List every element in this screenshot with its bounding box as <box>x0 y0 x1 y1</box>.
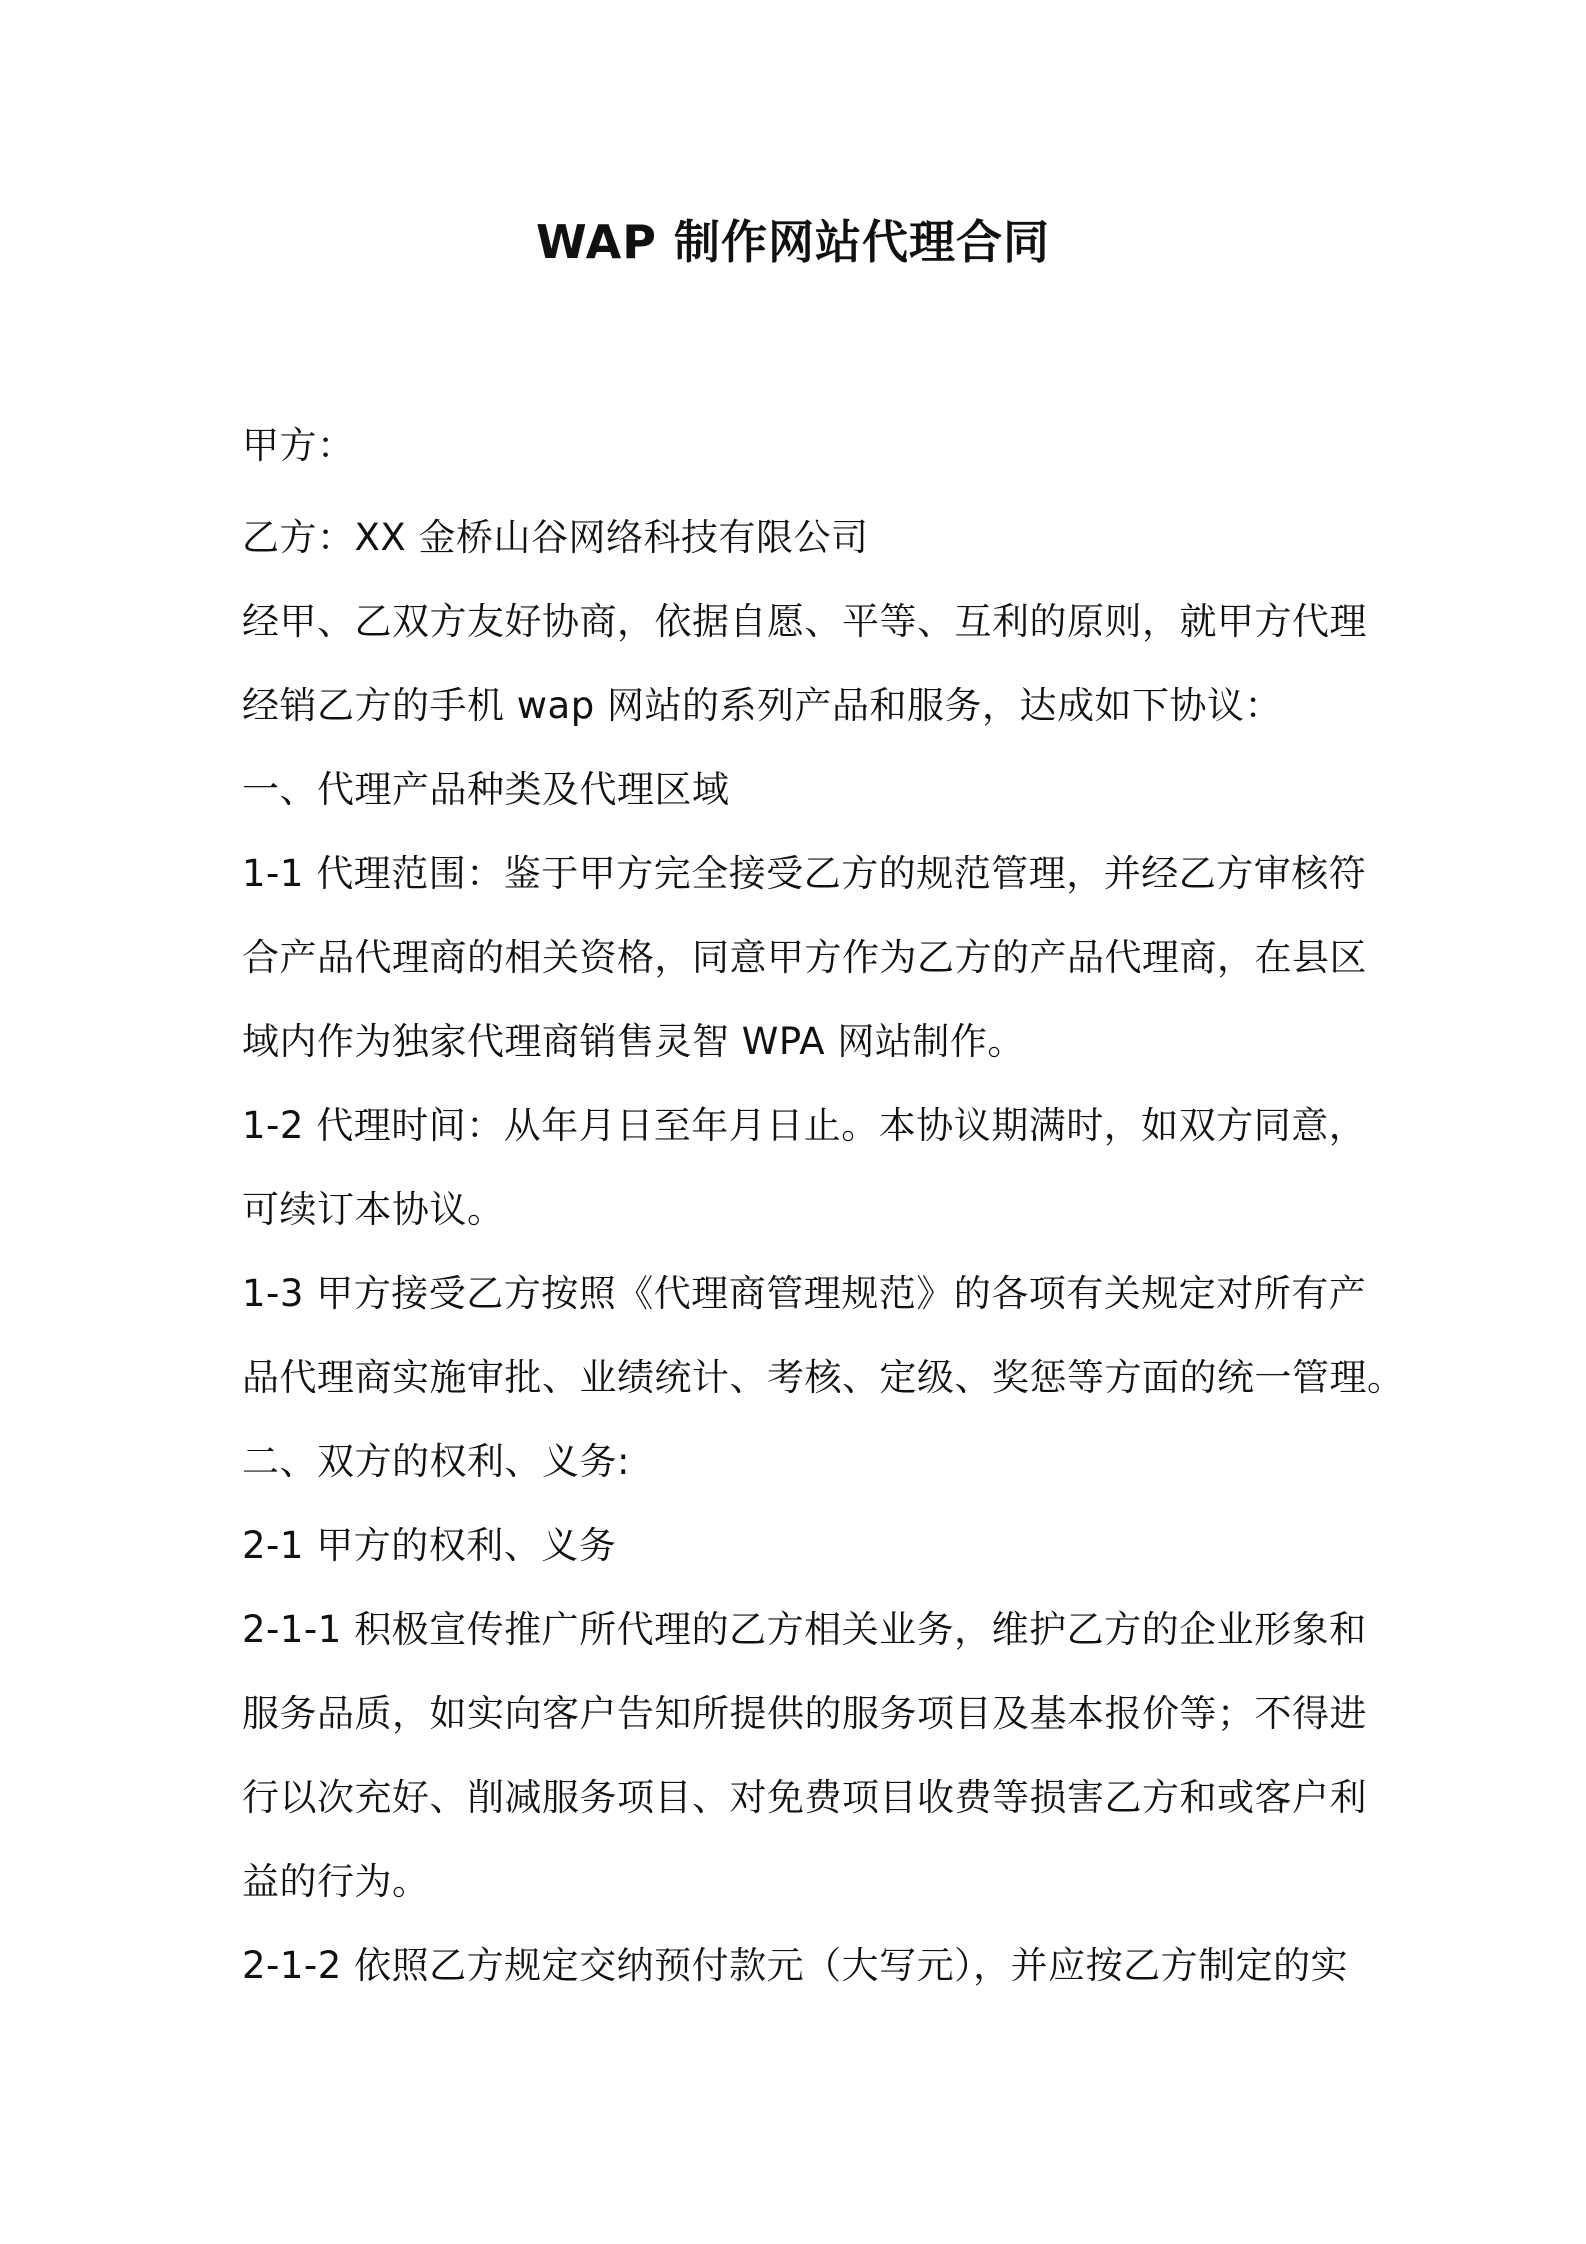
clause-2-1-heading: 2-1 甲方的权利、义务 <box>242 1524 617 1567</box>
clause-1-1-line-2: 合产品代理商的相关资格，同意甲方作为乙方的产品代理商，在县区 <box>242 936 1367 979</box>
clause-2-1-2-line-1: 2-1-2 依照乙方规定交纳预付款元（大写元），并应按乙方制定的实 <box>242 1944 1349 1987</box>
clause-1-1-line-1: 1-1 代理范围：鉴于甲方完全接受乙方的规范管理，并经乙方审核符 <box>242 852 1367 895</box>
party-a-line: 甲方： <box>242 424 355 467</box>
party-b-line: 乙方：XX 金桥山谷网络科技有限公司 <box>242 516 869 559</box>
intro-line-2: 经销乙方的手机 wap 网站的系列产品和服务，达成如下协议： <box>242 684 1282 727</box>
clause-1-1-line-3: 域内作为独家代理商销售灵智 WPA 网站制作。 <box>242 1020 1025 1063</box>
document-title: WAP 制作网站代理合同 <box>535 215 1050 269</box>
intro-line-1: 经甲、乙双方友好协商，依据自愿、平等、互利的原则，就甲方代理 <box>242 600 1367 643</box>
clause-1-2-line-2: 可续订本协议。 <box>242 1188 505 1231</box>
section-heading-2: 二、双方的权利、义务: <box>242 1440 630 1483</box>
clause-2-1-1-line-1: 2-1-1 积极宣传推广所代理的乙方相关业务，维护乙方的企业形象和 <box>242 1608 1367 1651</box>
clause-2-1-1-line-2: 服务品质，如实向客户告知所提供的服务项目及基本报价等；不得进 <box>242 1692 1367 1735</box>
clause-1-2-line-1: 1-2 代理时间：从年月日至年月日止。本协议期满时，如双方同意， <box>242 1104 1367 1147</box>
clause-1-3-line-2: 品代理商实施审批、业绩统计、考核、定级、奖惩等方面的统一管理。 <box>242 1356 1405 1399</box>
section-heading-1: 一、代理产品种类及代理区域 <box>242 768 730 811</box>
document-body <box>242 404 1405 2008</box>
clause-2-1-1-line-3: 行以次充好、削减服务项目、对免费项目收费等损害乙方和或客户利 <box>242 1776 1367 1819</box>
clause-2-1-1-line-4: 益的行为。 <box>242 1860 430 1903</box>
clause-1-3-line-1: 1-3 甲方接受乙方按照《代理商管理规范》的各项有关规定对所有产 <box>242 1272 1367 1315</box>
